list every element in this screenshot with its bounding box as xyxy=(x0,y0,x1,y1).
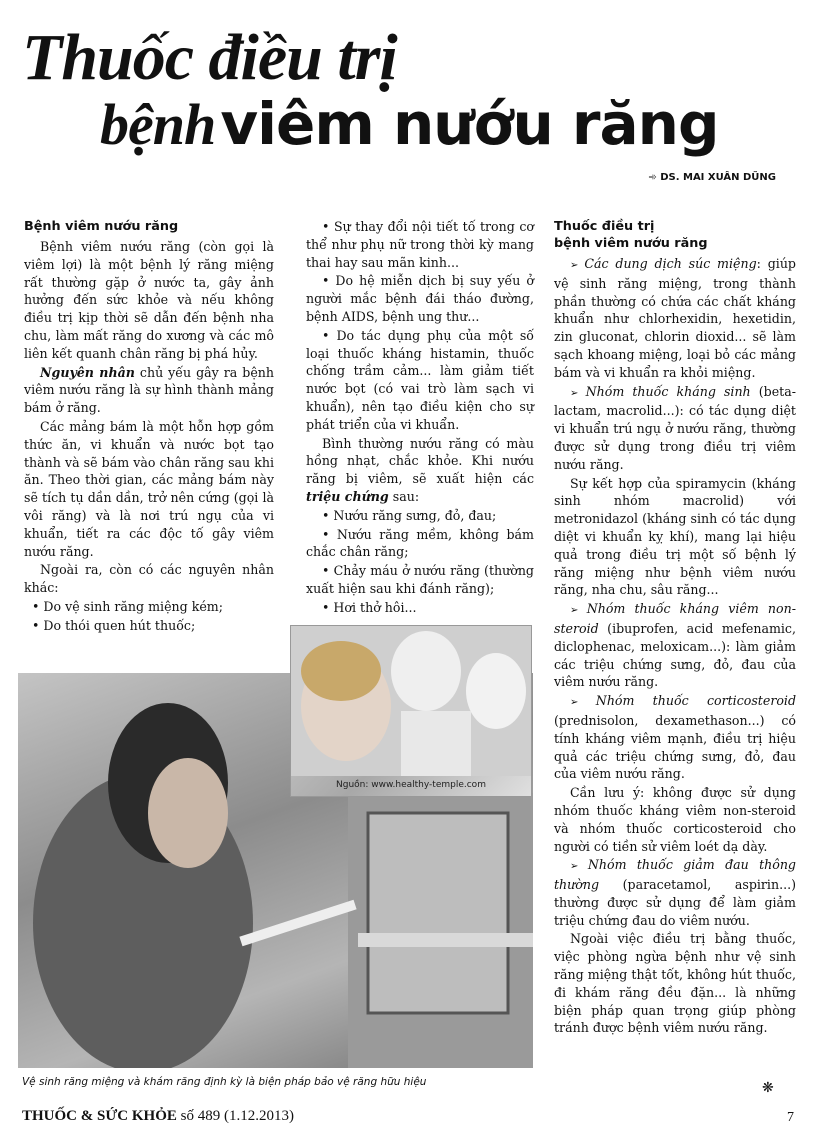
paragraph-text: Bình thường nướu răng có màu hồng nhạt, chắc khỏe. Khi nướu răng bị viêm, sẽ xuất hiện các xyxy=(306,435,534,487)
heading-line: Thuốc điều trị xyxy=(554,219,655,234)
author-byline: ➾ DS. MAI XUÂN DŨNG xyxy=(648,172,776,183)
photo-source: Nguồn: www.healthy-temple.com xyxy=(336,780,486,790)
dentist-photo xyxy=(290,625,532,797)
list-item: • Hơi thở hôi... xyxy=(322,599,417,615)
article-title-word: bệnh xyxy=(100,92,216,157)
paragraph-text: sau: xyxy=(388,488,420,504)
column-2 xyxy=(306,218,534,618)
article-title-emphasis: viêm nướu răng xyxy=(220,90,719,158)
section-heading xyxy=(554,218,796,252)
paragraph-text: : giúp vệ sinh răng miệng, trong thành phần thường có chứa các chất kháng khuẩn như chlorhexidin, hexetidin, zin gluconat, chlorin dioxid... sẽ làm sạch khoang miệng, loại bỏ các mảng bám và vi khuẩn ra khỏi miệng. xyxy=(554,256,796,380)
emphasis-lead: Nhóm thuốc giảm đau thông thường xyxy=(554,857,796,893)
paragraph: Cần lưu ý: không được sử dụng nhóm thuốc kháng viêm non-steroid và nhóm thuốc corticosteroid cho người có tiền sử viêm loét dạ dày. xyxy=(554,785,796,854)
paragraph: Sự kết hợp của spiramycin (kháng sinh nhóm macrolid) với metronidazol (kháng sinh có tác dụng diệt vi khuẩn kỵ khí), mang lại hiệu quả trong điều trị một số bệnh lý răng miệng như bệnh viêm nướu răng, nha chu, sâu răng... xyxy=(554,475,796,598)
list-item: • Do vệ sinh răng miệng kém; xyxy=(32,598,223,614)
photo-caption: Vệ sinh răng miệng và khám răng định kỳ là biện pháp bảo vệ răng hữu hiệu xyxy=(22,1076,427,1088)
list-item: • Nướu răng mềm, không bám chắc chân răng; xyxy=(306,526,534,560)
emphasis-lead: triệu chứng xyxy=(306,488,389,504)
heading-line: bệnh viêm nướu răng xyxy=(554,236,708,251)
arrow-bullet-icon: ➢ xyxy=(570,605,587,617)
paragraph xyxy=(24,364,274,417)
paragraph xyxy=(554,692,796,783)
magazine-footer xyxy=(22,1108,294,1125)
emphasis-lead: Các dung dịch súc miệng xyxy=(584,256,757,271)
list-item: • Chảy máu ở nướu răng (thường xuất hiện sau khi đánh răng); xyxy=(306,563,534,596)
paragraph xyxy=(554,255,796,382)
arrow-bullet-icon: ➢ xyxy=(570,861,588,873)
list-item: • Do thói quen hút thuốc; xyxy=(32,617,196,633)
emphasis-lead: Nhóm thuốc corticosteroid xyxy=(595,693,797,709)
paragraph-text: (paracetamol, aspirin...) thường được sử dụng để làm giảm triệu chứng đau do viêm nướu. xyxy=(554,877,796,928)
issue-info: số 489 (1.12.2013) xyxy=(176,1108,294,1124)
emphasis-lead: Nhóm thuốc kháng viêm non-steroid xyxy=(554,601,796,636)
paragraph: Ngoài ra, còn có các nguyên nhân khác: xyxy=(24,562,274,596)
paragraph: Bệnh viêm nướu răng (còn gọi là viêm lợi) là một bệnh lý răng miệng rất thường gặp ở nước ta, gây ảnh hưởng đến sức khỏe và nếu không điều trị kịp thời sẽ dẫn đến bệnh nha chu, làm mất răng do xương và các mô liên kết quanh chân răng bị phá hủy. xyxy=(24,239,274,361)
paragraph-text: chủ yếu gây ra bệnh viêm nướu răng là sự hình thành mảng bám ở răng. xyxy=(24,364,274,416)
paragraph xyxy=(554,600,796,691)
list-item: • Sự thay đổi nội tiết tố trong cơ thể như phụ nữ trong thời kỳ mang thai hay sau mãn kinh... xyxy=(306,219,534,270)
page-number: 7 xyxy=(787,1110,794,1125)
paragraph xyxy=(306,435,534,506)
arrow-bullet-icon: ➢ xyxy=(570,260,585,271)
article-title-line1: Thuốc điều trị xyxy=(22,21,397,94)
paragraph: Các mảng bám là một hỗn hợp gồm thức ăn, vi khuẩn và nước bọt tạo thành và sẽ bám vào chân răng sau khi ăn. Theo thời gian, các mảng bám này sẽ tích tụ dần dần, trở nên cứng (gọi là vôi răng) và là nơi trú ngụ của vi khuẩn, tiết ra các độc tố gây viêm nướu răng. xyxy=(24,418,274,559)
dentist-photo-art xyxy=(291,626,531,776)
emphasis-lead: Nhóm thuốc kháng sinh xyxy=(585,383,751,399)
column-1 xyxy=(24,218,274,636)
emphasis-lead: Nguyên nhân xyxy=(40,364,135,380)
list-item: • Nướu răng sưng, đỏ, đau; xyxy=(322,507,497,523)
column-3 xyxy=(554,218,796,1038)
article-title-line2 xyxy=(100,90,718,158)
magazine-name: THUỐC & SỨC KHỎE xyxy=(22,1108,177,1124)
arrow-bullet-icon: ➢ xyxy=(570,387,586,399)
paragraph-text: (ibuprofen, acid mefenamic, diclophenac, meloxicam...): làm giảm các triệu chứng sưng, đỏ, đau của viêm nướu răng. xyxy=(554,620,796,690)
paragraph-text: (prednisolon, dexamethason...) có tính kháng viêm mạnh, điều trị hiệu quả các triệu chứng sưng, đỏ, đau của viêm nướu răng. xyxy=(554,712,796,782)
section-heading: Bệnh viêm nướu răng xyxy=(24,219,179,234)
paragraph xyxy=(554,383,796,474)
arrow-bullet-icon: ➢ xyxy=(570,697,596,709)
list-item: • Do tác dụng phụ của một số loại thuốc kháng histamin, thuốc chống trầm cảm... làm giảm tiết nước bọt (có vai trò làm sạch vi khuẩn), nên tạo điều kiện cho sự phát triển của vi khuẩn. xyxy=(306,327,534,432)
list-item: • Do hệ miễn dịch bị suy yếu ở người mắc bệnh đái tháo đường, bệnh AIDS, bệnh ung thư... xyxy=(306,273,534,324)
paragraph: Ngoài việc điều trị bằng thuốc, việc phòng ngừa bệnh như vệ sinh răng miệng thật tốt, không hút thuốc, đi khám răng đều đặn... là những biện pháp quan trọng giúp phòng tránh được bệnh viêm nướu răng. xyxy=(554,931,796,1036)
end-mark: ❋ xyxy=(762,1080,774,1096)
paragraph-text: (beta-lactam, macrolid...): có tác dụng diệt vi khuẩn trú ngụ ở nướu răng, thường được sử dụng trong điều trị viêm nướu răng. xyxy=(554,383,796,472)
paragraph xyxy=(554,856,796,929)
